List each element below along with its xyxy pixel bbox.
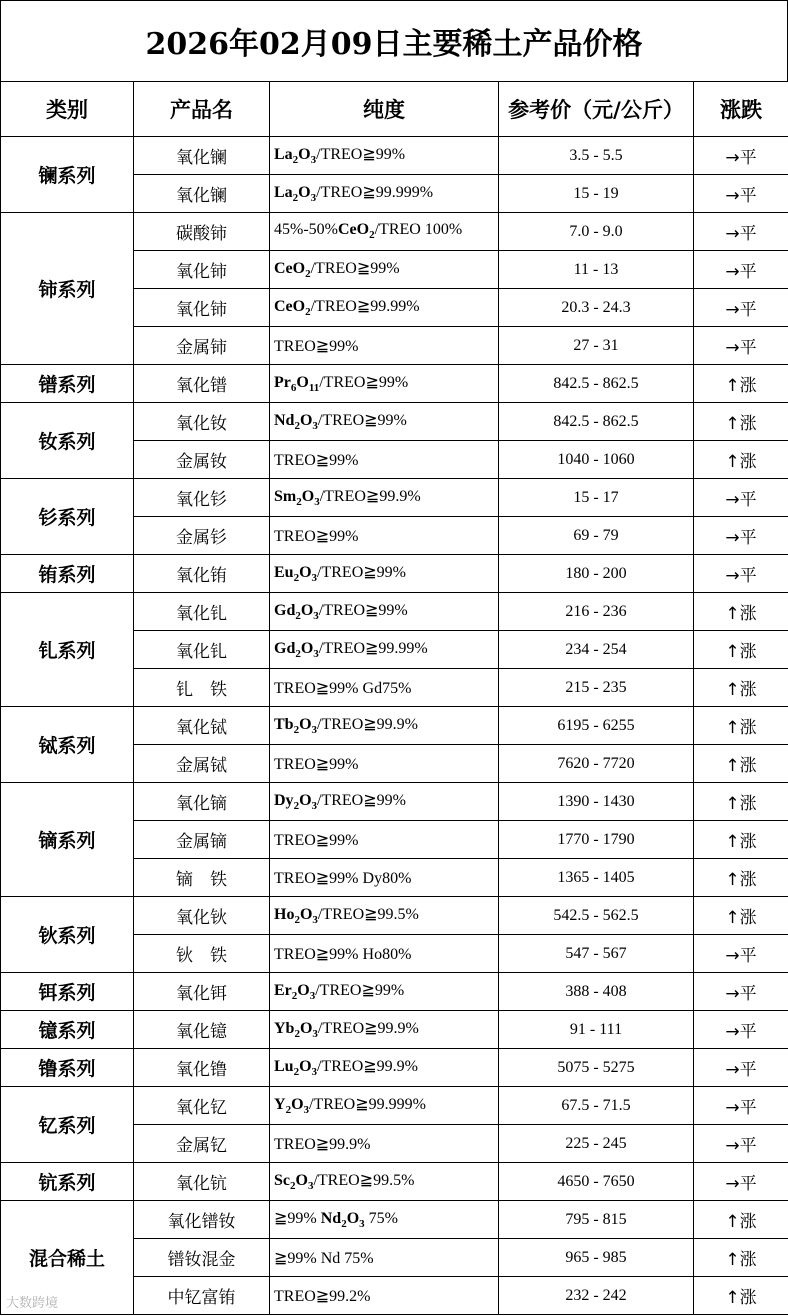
price-cell: 215 - 235	[499, 669, 694, 707]
table-row	[1, 1087, 788, 1125]
purity-cell	[270, 403, 499, 441]
purity-text-segment: /TREO≧99.99%	[318, 640, 428, 658]
change-cell: →平	[694, 175, 788, 213]
purity-text-segment: 3	[311, 1066, 318, 1079]
purity-text-segment: /TREO≧99.9%	[319, 488, 421, 506]
purity-text-segment: O	[296, 374, 309, 392]
product-name-cell: 氧化镧	[134, 137, 270, 175]
purity-text-segment: 2	[293, 1066, 300, 1079]
purity-text-segment: TREO≧99% Gd75%	[274, 679, 412, 697]
product-name-cell: 金属铈	[134, 327, 270, 365]
purity-text-segment: Sm	[274, 488, 297, 506]
purity-text-segment: Gd	[274, 640, 296, 658]
purity-text-segment: O	[300, 640, 314, 658]
product-name-cell: 金属钕	[134, 441, 270, 479]
product-name-cell: 金属钇	[134, 1125, 270, 1163]
purity-text-segment: /TREO≧99.999%	[309, 1096, 426, 1114]
purity-cell	[270, 517, 499, 555]
purity-cell	[270, 593, 499, 631]
table-row	[1, 137, 788, 175]
product-name-cell: 氧化钪	[134, 1163, 270, 1201]
purity-text-segment: CeO	[274, 298, 306, 316]
category-cell: 镥系列	[1, 1049, 134, 1087]
purity-text-segment: 2	[293, 800, 300, 813]
table-row	[1, 973, 788, 1011]
purity-text-segment: O	[299, 412, 313, 430]
header-change: 涨跌	[694, 82, 788, 137]
category-cell: 钪系列	[1, 1163, 134, 1201]
category-cell: 镝系列	[1, 783, 134, 897]
purity-text-segment: 45%-50%	[274, 221, 338, 239]
purity-text-segment: 2	[292, 154, 299, 167]
product-name-cell: 氧化钆	[134, 631, 270, 669]
purity-text-segment: 11	[308, 382, 320, 395]
purity-text-segment: 3	[312, 914, 318, 927]
purity-cell	[270, 973, 499, 1011]
product-name-cell: 氧化铒	[134, 973, 270, 1011]
price-cell: 795 - 815	[499, 1201, 694, 1239]
price-cell: 388 - 408	[499, 973, 694, 1011]
change-cell: ↑涨	[694, 631, 788, 669]
table-row	[1, 479, 788, 517]
table-body	[1, 137, 788, 1315]
product-name-cell: 氧化镨钕	[134, 1201, 270, 1239]
purity-text-segment: /TREO≧99.9%	[317, 1020, 419, 1038]
purity-cell	[270, 327, 499, 365]
purity-text-segment: Nd	[274, 412, 295, 430]
purity-text-segment: /TREO≧99%	[310, 260, 400, 278]
purity-text-segment: TREO≧99% Ho80%	[274, 945, 412, 963]
purity-text-segment: Nd	[320, 1210, 342, 1228]
category-cell: 钐系列	[1, 479, 134, 555]
purity-text-segment: 2	[296, 496, 302, 509]
category-cell: 钇系列	[1, 1087, 134, 1163]
change-cell: →平	[694, 251, 788, 289]
purity-cell	[270, 1163, 499, 1201]
product-name-cell: 氧化镨	[134, 365, 270, 403]
price-cell: 1770 - 1790	[499, 821, 694, 859]
purity-text-segment: CeO	[274, 260, 306, 278]
change-cell: ↑涨	[694, 441, 788, 479]
purity-cell	[270, 479, 499, 517]
category-cell: 混合稀土	[1, 1201, 134, 1315]
purity-cell	[270, 555, 499, 593]
purity-text-segment: /TREO≧99%	[315, 982, 405, 1000]
purity-text-segment: O	[299, 1058, 312, 1076]
price-cell: 7620 - 7720	[499, 745, 694, 783]
purity-cell	[270, 631, 499, 669]
change-cell: →平	[694, 935, 788, 973]
table-row	[1, 707, 788, 745]
price-cell: 842.5 - 862.5	[499, 365, 694, 403]
purity-text-segment: 2	[295, 648, 301, 661]
purity-text-segment: TREO≧99%	[274, 527, 359, 545]
purity-text-segment: O	[291, 1096, 304, 1114]
table-row	[1, 897, 788, 935]
change-cell: →平	[694, 479, 788, 517]
purity-text-segment: /TREO≧99.5%	[317, 906, 419, 924]
price-cell: 965 - 985	[499, 1239, 694, 1277]
purity-cell	[270, 289, 499, 327]
purity-text-segment: Sc	[274, 1172, 290, 1190]
change-cell: ↑涨	[694, 1239, 788, 1277]
purity-text-segment: 3	[310, 154, 317, 167]
price-cell: 1390 - 1430	[499, 783, 694, 821]
price-cell: 1040 - 1060	[499, 441, 694, 479]
purity-text-segment: 2	[291, 990, 298, 1003]
purity-text-segment: /TREO≧99.999%	[316, 184, 434, 202]
purity-text-segment: TREO≧99%	[274, 831, 359, 849]
purity-text-segment: O	[346, 1210, 360, 1228]
category-cell: 镨系列	[1, 365, 134, 403]
purity-text-segment: Tb	[274, 716, 294, 734]
product-name-cell: 碳酸铈	[134, 213, 270, 251]
purity-text-segment: 3	[312, 1028, 318, 1041]
change-cell: ↑涨	[694, 821, 788, 859]
product-name-cell: 钆 铁	[134, 669, 270, 707]
purity-text-segment: /TREO≧99%	[317, 792, 406, 810]
purity-cell	[270, 935, 499, 973]
purity-text-segment: 2	[293, 572, 300, 585]
table-row	[1, 213, 788, 251]
purity-text-segment: La	[274, 184, 293, 202]
change-cell: →平	[694, 137, 788, 175]
change-cell: ↑涨	[694, 1277, 788, 1315]
product-name-cell: 氧化镧	[134, 175, 270, 213]
purity-text-segment: 2	[292, 192, 299, 205]
purity-text-segment: 3	[314, 496, 320, 509]
price-cell: 542.5 - 562.5	[499, 897, 694, 935]
purity-text-segment: O	[300, 602, 314, 620]
table-row	[1, 555, 788, 593]
price-cell: 216 - 236	[499, 593, 694, 631]
purity-text-segment: 2	[290, 1180, 296, 1193]
purity-text-segment: ≧99% Nd 75%	[274, 1249, 374, 1267]
price-cell: 15 - 17	[499, 479, 694, 517]
purity-text-segment: 6	[290, 382, 297, 395]
table-row	[1, 403, 788, 441]
page-title: 2026年02月09日主要稀土产品价格	[0, 0, 788, 81]
purity-cell	[270, 821, 499, 859]
header-purity: 纯度	[270, 82, 499, 137]
change-cell: ↑涨	[694, 403, 788, 441]
price-cell: 7.0 - 9.0	[499, 213, 694, 251]
purity-text-segment: /TREO≧99%	[319, 374, 409, 392]
purity-text-segment: 2	[341, 1218, 347, 1231]
purity-text-segment: 3	[311, 800, 318, 813]
category-cell: 镱系列	[1, 1011, 134, 1049]
price-cell: 232 - 242	[499, 1277, 694, 1315]
change-cell: ↑涨	[694, 745, 788, 783]
header-price: 参考价（元/公斤）	[499, 82, 694, 137]
change-cell: →平	[694, 289, 788, 327]
product-name-cell: 氧化铈	[134, 289, 270, 327]
price-cell: 1365 - 1405	[499, 859, 694, 897]
table-row	[1, 1163, 788, 1201]
price-cell: 69 - 79	[499, 517, 694, 555]
purity-text-segment: 2	[285, 1104, 292, 1117]
table-row	[1, 783, 788, 821]
purity-cell	[270, 1049, 499, 1087]
purity-text-segment: 2	[293, 724, 300, 737]
product-name-cell: 氧化钐	[134, 479, 270, 517]
product-name-cell: 氧化镱	[134, 1011, 270, 1049]
purity-cell	[270, 213, 499, 251]
purity-text-segment: 2	[369, 229, 375, 242]
purity-text-segment: Lu	[274, 1058, 294, 1076]
change-cell: →平	[694, 1125, 788, 1163]
purity-cell	[270, 1125, 499, 1163]
purity-cell	[270, 441, 499, 479]
product-name-cell: 中钇富铕	[134, 1277, 270, 1315]
change-cell: ↑涨	[694, 897, 788, 935]
price-cell: 15 - 19	[499, 175, 694, 213]
purity-cell	[270, 669, 499, 707]
product-name-cell: 氧化铕	[134, 555, 270, 593]
change-cell: →平	[694, 1049, 788, 1087]
purity-text-segment: TREO≧99%	[274, 337, 359, 355]
purity-text-segment: /TREO 100%	[374, 221, 463, 239]
price-cell: 91 - 111	[499, 1011, 694, 1049]
purity-text-segment: 2	[294, 420, 300, 433]
purity-text-segment: 3	[313, 610, 319, 623]
purity-text-segment: /TREO≧99.99%	[310, 298, 420, 316]
purity-text-segment: /TREO≧99%	[317, 564, 406, 582]
change-cell: →平	[694, 1011, 788, 1049]
purity-cell	[270, 707, 499, 745]
product-name-cell: 氧化钆	[134, 593, 270, 631]
purity-cell	[270, 1011, 499, 1049]
header-product: 产品名	[134, 82, 270, 137]
purity-text-segment: O	[299, 564, 312, 582]
product-name-cell: 金属铽	[134, 745, 270, 783]
purity-cell	[270, 251, 499, 289]
purity-text-segment: TREO≧99.9%	[274, 1135, 371, 1153]
product-name-cell: 氧化钇	[134, 1087, 270, 1125]
purity-text-segment: 2	[305, 268, 311, 281]
product-name-cell: 钬 铁	[134, 935, 270, 973]
product-name-cell: 氧化钬	[134, 897, 270, 935]
change-cell: ↑涨	[694, 707, 788, 745]
product-name-cell: 氧化铽	[134, 707, 270, 745]
change-cell: →平	[694, 213, 788, 251]
purity-text-segment: O	[298, 146, 311, 164]
purity-text-segment: 2	[294, 1028, 300, 1041]
price-table	[0, 81, 788, 1315]
category-cell: 钬系列	[1, 897, 134, 973]
table-row	[1, 1011, 788, 1049]
product-name-cell: 金属钐	[134, 517, 270, 555]
purity-text-segment: 3	[303, 1104, 310, 1117]
purity-text-segment: TREO≧99.2%	[274, 1287, 371, 1305]
purity-text-segment: CeO	[337, 221, 370, 239]
product-name-cell: 氧化镝	[134, 783, 270, 821]
purity-cell	[270, 859, 499, 897]
price-cell: 225 - 245	[499, 1125, 694, 1163]
product-name-cell: 氧化钕	[134, 403, 270, 441]
purity-text-segment: O	[297, 982, 310, 1000]
purity-cell	[270, 175, 499, 213]
change-cell: →平	[694, 1087, 788, 1125]
purity-text-segment: O	[299, 716, 312, 734]
purity-text-segment: TREO≧99% Dy80%	[274, 869, 412, 887]
purity-cell	[270, 783, 499, 821]
change-cell: ↑涨	[694, 859, 788, 897]
purity-text-segment: Yb	[274, 1020, 295, 1038]
purity-text-segment: 2	[294, 914, 300, 927]
table-row	[1, 593, 788, 631]
change-cell: →平	[694, 1163, 788, 1201]
purity-cell	[270, 1277, 499, 1315]
purity-text-segment: 3	[310, 192, 317, 205]
purity-text-segment: 3	[359, 1218, 365, 1231]
purity-cell	[270, 897, 499, 935]
price-cell: 5075 - 5275	[499, 1049, 694, 1087]
purity-text-segment: ≧99%	[274, 1210, 321, 1228]
purity-text-segment: 3	[307, 1180, 314, 1193]
category-cell: 铽系列	[1, 707, 134, 783]
price-cell: 234 - 254	[499, 631, 694, 669]
purity-text-segment: O	[299, 906, 313, 924]
product-name-cell: 镝 铁	[134, 859, 270, 897]
category-cell: 镧系列	[1, 137, 134, 213]
price-cell: 11 - 13	[499, 251, 694, 289]
purity-text-segment: Er	[274, 982, 292, 1000]
table-row	[1, 365, 788, 403]
price-cell: 20.3 - 24.3	[499, 289, 694, 327]
purity-text-segment: /TREO≧99.5%	[313, 1172, 415, 1190]
price-cell: 6195 - 6255	[499, 707, 694, 745]
purity-text-segment: 3	[311, 572, 318, 585]
price-cell: 27 - 31	[499, 327, 694, 365]
purity-text-segment: Gd	[274, 602, 296, 620]
product-name-cell: 氧化铈	[134, 251, 270, 289]
purity-cell	[270, 137, 499, 175]
price-cell: 4650 - 7650	[499, 1163, 694, 1201]
price-cell: 180 - 200	[499, 555, 694, 593]
change-cell: ↑涨	[694, 669, 788, 707]
product-name-cell: 镨钕混金	[134, 1239, 270, 1277]
product-name-cell: 金属镝	[134, 821, 270, 859]
change-cell: →平	[694, 555, 788, 593]
purity-text-segment: /TREO≧99.9%	[317, 716, 418, 734]
purity-text-segment: Dy	[274, 792, 294, 810]
header-row	[1, 82, 788, 137]
purity-text-segment: Pr	[274, 374, 291, 392]
price-cell: 547 - 567	[499, 935, 694, 973]
category-cell: 铈系列	[1, 213, 134, 365]
purity-text-segment: O	[299, 792, 312, 810]
purity-text-segment: 3	[312, 420, 318, 433]
product-name-cell: 氧化镥	[134, 1049, 270, 1087]
price-cell: 842.5 - 862.5	[499, 403, 694, 441]
purity-cell	[270, 365, 499, 403]
purity-text-segment: 2	[305, 306, 311, 319]
purity-text-segment: Ho	[274, 906, 295, 924]
purity-text-segment: 3	[311, 724, 318, 737]
purity-text-segment: /TREO≧99%	[318, 602, 408, 620]
purity-text-segment: O	[298, 184, 311, 202]
purity-text-segment: /TREO≧99%	[317, 412, 407, 430]
purity-text-segment: Eu	[274, 564, 294, 582]
change-cell: ↑涨	[694, 365, 788, 403]
purity-text-segment: O	[299, 1020, 313, 1038]
purity-cell	[270, 1239, 499, 1277]
watermark-logo: 大数跨境	[6, 1296, 59, 1311]
purity-cell	[270, 1087, 499, 1125]
change-cell: →平	[694, 517, 788, 555]
purity-text-segment: O	[295, 1172, 308, 1190]
purity-text-segment: /TREO≧99%	[316, 146, 406, 164]
purity-text-segment: La	[274, 146, 293, 164]
category-cell: 铕系列	[1, 555, 134, 593]
purity-text-segment: 75%	[364, 1210, 398, 1228]
header-category: 类别	[1, 82, 134, 137]
purity-text-segment: TREO≧99%	[274, 755, 359, 773]
change-cell: →平	[694, 327, 788, 365]
price-cell: 67.5 - 71.5	[499, 1087, 694, 1125]
table-row	[1, 1049, 788, 1087]
purity-text-segment: 3	[313, 648, 319, 661]
purity-cell	[270, 1201, 499, 1239]
purity-text-segment: /TREO≧99.9%	[317, 1058, 418, 1076]
category-cell: 钆系列	[1, 593, 134, 707]
category-cell: 钕系列	[1, 403, 134, 479]
table-row	[1, 1201, 788, 1239]
price-cell: 3.5 - 5.5	[499, 137, 694, 175]
change-cell: ↑涨	[694, 783, 788, 821]
change-cell: ↑涨	[694, 1201, 788, 1239]
change-cell: ↑涨	[694, 593, 788, 631]
change-cell: →平	[694, 973, 788, 1011]
purity-text-segment: TREO≧99%	[274, 451, 359, 469]
purity-text-segment: Y	[274, 1096, 286, 1114]
purity-text-segment: 3	[309, 990, 316, 1003]
purity-text-segment: O	[301, 488, 315, 506]
category-cell: 铒系列	[1, 973, 134, 1011]
purity-text-segment: 2	[295, 610, 301, 623]
purity-cell	[270, 745, 499, 783]
